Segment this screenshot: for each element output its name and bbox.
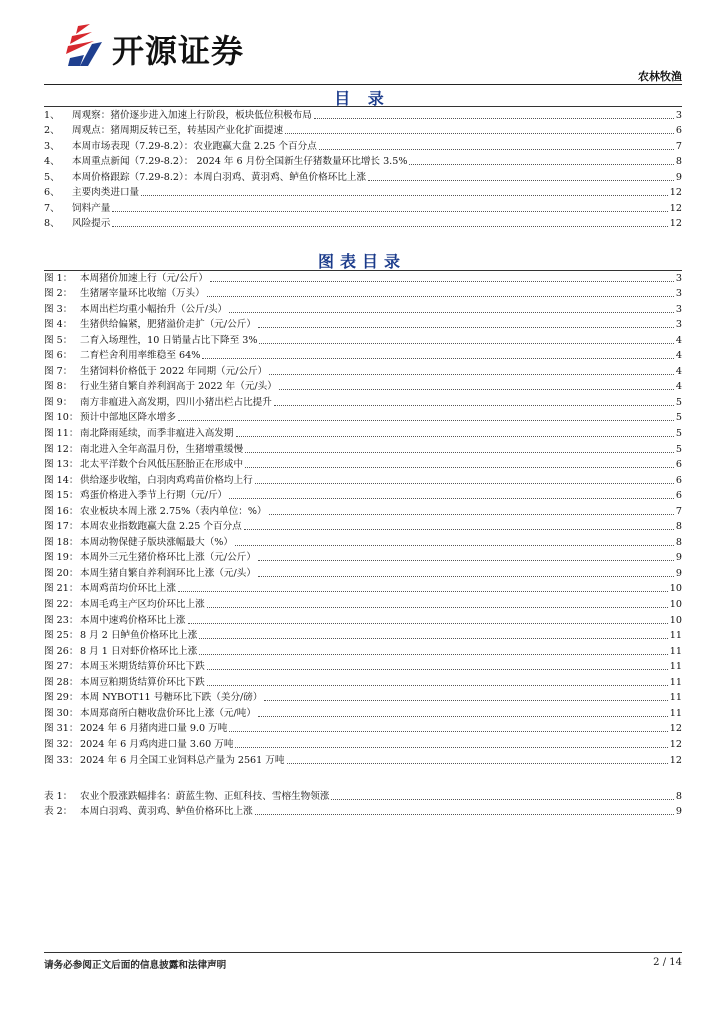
entry-title: 周观察：猪价逐步进入加速上行阶段，板块低位积极布局 <box>72 109 312 121</box>
entry-number: 图 3： <box>44 303 73 315</box>
entry-page: 11 <box>669 630 682 642</box>
logo-text: 开源证券 <box>112 32 245 70</box>
entry-number: 1、 <box>44 109 60 121</box>
entry-title: 鸡蛋价格进入季节上行期（元/斤） <box>80 490 228 502</box>
entry-page: 9 <box>675 552 682 564</box>
figure-entry[interactable] <box>44 316 682 332</box>
entry-title: 本周中速鸡价格环比上涨 <box>80 614 186 626</box>
toc-entry[interactable] <box>44 215 682 231</box>
entry-page: 10 <box>669 583 682 595</box>
entry-title: 本周出栏均重小幅抬升（公斤/头） <box>80 303 228 315</box>
entry-number: 图 32： <box>44 738 79 750</box>
report-header <box>44 18 682 84</box>
dot-leader <box>207 607 668 608</box>
figure-entry[interactable] <box>44 502 682 518</box>
figure-entry[interactable] <box>44 362 682 378</box>
entry-title: 农业板块本周上涨 2.75%（表内单位：%） <box>80 505 267 517</box>
entry-number: 2、 <box>44 125 60 137</box>
figure-entry[interactable] <box>44 300 682 316</box>
entry-title: 南北降雨延续，而季非瘟进入高发期 <box>80 428 234 440</box>
figure-entry[interactable] <box>44 456 682 472</box>
dot-leader <box>236 436 674 437</box>
toc-title: 目 录 <box>334 89 390 108</box>
entry-page: 4 <box>675 381 682 393</box>
dot-leader <box>207 685 668 686</box>
entry-page: 7 <box>675 140 682 152</box>
entry-number: 图 16： <box>44 505 79 517</box>
dot-leader <box>269 514 674 515</box>
entry-page: 8 <box>675 790 682 802</box>
figure-entry[interactable] <box>44 409 682 425</box>
dot-leader <box>331 799 673 800</box>
entry-page: 11 <box>669 676 682 688</box>
entry-number: 图 12： <box>44 443 79 455</box>
entry-number: 图 28： <box>44 676 79 688</box>
entry-number: 图 18： <box>44 536 79 548</box>
header-divider <box>44 84 682 85</box>
figure-entry[interactable] <box>44 331 682 347</box>
figure-entry[interactable] <box>44 580 682 596</box>
figure-entry[interactable] <box>44 471 682 487</box>
dot-leader <box>285 133 674 134</box>
entry-page: 6 <box>675 459 682 471</box>
entry-title: 供给逐步收缩，白羽肉鸡鸡苗价格均上行 <box>80 474 253 486</box>
dot-leader <box>112 226 667 227</box>
dot-leader <box>409 164 673 165</box>
entry-number: 图 31： <box>44 723 79 735</box>
entry-number: 3、 <box>44 140 60 152</box>
entry-title: 本周豆粕期货结算价环比下跌 <box>80 676 205 688</box>
toc-entry[interactable] <box>44 199 682 215</box>
dot-leader <box>287 763 668 764</box>
entry-number: 图 19： <box>44 552 79 564</box>
entry-title: 周观点：猪周期反转已至，转基因产业化扩面提速 <box>72 125 284 137</box>
figure-entry[interactable] <box>44 549 682 565</box>
entry-number: 表 2： <box>44 806 73 818</box>
dot-leader <box>178 591 668 592</box>
dot-leader <box>199 638 667 639</box>
page-number: 2 / 14 <box>653 957 682 968</box>
entry-page: 5 <box>675 443 682 455</box>
dot-leader <box>244 529 674 530</box>
dot-leader <box>229 498 674 499</box>
entry-title: 本周农业指数跑赢大盘 2.25 个百分点 <box>80 521 242 533</box>
entry-title: 预计中部地区降水增多 <box>80 412 176 424</box>
entry-number: 图 27： <box>44 661 79 673</box>
entry-title: 主要肉类进口量 <box>72 187 140 199</box>
entry-title: 生猪供给偏紧，肥猪溢价走扩（元/公斤） <box>80 319 256 331</box>
entry-page: 9 <box>675 806 682 818</box>
entry-number: 图 7： <box>44 365 73 377</box>
footer-divider <box>44 952 682 953</box>
entry-number: 图 33： <box>44 754 79 766</box>
footer-disclaimer: 请务必参阅正文后面的信息披露和法律声明 <box>44 960 227 971</box>
entry-page: 6 <box>675 125 682 137</box>
entry-number: 4、 <box>44 156 60 168</box>
sector-label: 农林牧渔 <box>638 70 682 83</box>
entry-page: 8 <box>675 521 682 533</box>
figure-entry[interactable] <box>44 424 682 440</box>
entry-title: 北太平洋数个台风低压胚胎正在形成中 <box>80 459 244 471</box>
dot-leader <box>255 814 674 815</box>
entry-title: 本周玉米期货结算价环比下跌 <box>80 661 205 673</box>
entry-title: 南北进入全年高温月份，生猪增重缓慢 <box>80 443 244 455</box>
dot-leader <box>255 483 674 484</box>
figure-entry[interactable] <box>44 285 682 301</box>
entry-page: 5 <box>675 396 682 408</box>
toc-entry[interactable] <box>44 184 682 200</box>
table-list <box>44 787 682 818</box>
entry-title: 本周白羽鸡、黄羽鸡、鲈鱼价格环比上涨 <box>80 806 253 818</box>
entry-number: 图 6： <box>44 350 73 362</box>
figures-title: 图表目录 <box>317 252 406 271</box>
entry-number: 图 15： <box>44 490 79 502</box>
entry-page: 9 <box>675 567 682 579</box>
dot-leader <box>207 669 668 670</box>
dot-leader <box>229 312 674 313</box>
figure-entry[interactable] <box>44 751 682 767</box>
dot-leader <box>235 545 674 546</box>
toc-entry[interactable] <box>44 106 682 122</box>
figure-entry[interactable] <box>44 378 682 394</box>
entry-title: 本周市场表现（7.29-8.2）：农业跑赢大盘 2.25 个百分点 <box>72 140 317 152</box>
entry-number: 图 4： <box>44 319 73 331</box>
entry-page: 6 <box>675 490 682 502</box>
entry-title: 2024 年 6 月鸡肉进口量 3.60 万吨 <box>80 738 234 750</box>
entry-page: 10 <box>669 614 682 626</box>
dot-leader <box>258 576 674 577</box>
dot-leader <box>210 281 674 282</box>
entry-page: 11 <box>669 661 682 673</box>
figure-entry[interactable] <box>44 735 682 751</box>
entry-title: 生猪屠宰量环比收缩（万头） <box>80 288 205 300</box>
entry-page: 3 <box>675 288 682 300</box>
dot-leader <box>314 118 674 119</box>
entry-number: 图 29： <box>44 692 79 704</box>
entry-number: 图 5： <box>44 334 73 346</box>
entry-page: 3 <box>675 272 682 284</box>
entry-page: 3 <box>675 303 682 315</box>
figure-entry[interactable] <box>44 440 682 456</box>
entry-number: 图 23： <box>44 614 79 626</box>
dot-leader <box>279 389 674 390</box>
entry-title: 本周生猪自繁自养利润环比上涨（元/头） <box>80 567 256 579</box>
entry-page: 5 <box>675 412 682 424</box>
entry-number: 图 30： <box>44 707 79 719</box>
entry-number: 6、 <box>44 187 60 199</box>
dot-leader <box>188 623 668 624</box>
table-entry[interactable] <box>44 803 682 819</box>
entry-page: 12 <box>669 754 682 766</box>
dot-leader <box>245 452 674 453</box>
figure-entry[interactable] <box>44 533 682 549</box>
entry-page: 12 <box>669 738 682 750</box>
entry-title: 二育栏舍利用率维稳至 64% <box>80 350 201 362</box>
entry-title: 行业生猪自繁自养利润高于 2022 年（元/头） <box>80 381 277 393</box>
entry-number: 表 1： <box>44 790 73 802</box>
entry-page: 3 <box>675 319 682 331</box>
dot-leader <box>199 654 667 655</box>
entry-number: 图 25： <box>44 630 79 642</box>
entry-page: 7 <box>675 505 682 517</box>
entry-title: 饲料产量 <box>72 202 111 214</box>
entry-title: 农业个股涨跌幅排名：蔚蓝生物、正虹科技、雪榕生物领涨 <box>80 790 330 802</box>
entry-page: 12 <box>669 723 682 735</box>
figure-entry[interactable] <box>44 611 682 627</box>
entry-page: 4 <box>675 350 682 362</box>
entry-number: 图 26： <box>44 645 79 657</box>
entry-title: 本周外三元生猪价格环比上涨（元/公斤） <box>80 552 256 564</box>
entry-number: 图 20： <box>44 567 79 579</box>
toc-entry[interactable] <box>44 137 682 153</box>
toc-list <box>44 106 682 230</box>
dot-leader <box>178 420 674 421</box>
figure-entry[interactable] <box>44 704 682 720</box>
figure-entry[interactable] <box>44 347 682 363</box>
entry-number: 图 21： <box>44 583 79 595</box>
figure-list <box>44 269 682 767</box>
entry-page: 4 <box>675 334 682 346</box>
entry-number: 图 14： <box>44 474 79 486</box>
dot-leader <box>141 195 668 196</box>
entry-number: 图 17： <box>44 521 79 533</box>
figure-entry[interactable] <box>44 595 682 611</box>
entry-number: 图 10： <box>44 412 79 424</box>
figure-entry[interactable] <box>44 269 682 285</box>
entry-title: 本周动物保健子版块涨幅最大（%） <box>80 536 234 548</box>
figure-entry[interactable] <box>44 393 682 409</box>
toc-entry[interactable] <box>44 122 682 138</box>
dot-leader <box>202 358 674 359</box>
dot-leader <box>245 467 674 468</box>
dot-leader <box>258 716 668 717</box>
figure-entry[interactable] <box>44 642 682 658</box>
figure-entry[interactable] <box>44 720 682 736</box>
entry-number: 图 13： <box>44 459 79 471</box>
figure-entry[interactable] <box>44 627 682 643</box>
entry-title: 本周重点新闻（7.29-8.2）： 2024 年 6 月份全国新生仔猪数量环比增长 3.5% <box>72 156 408 168</box>
entry-page: 8 <box>675 536 682 548</box>
entry-number: 图 9： <box>44 396 73 408</box>
entry-page: 11 <box>669 707 682 719</box>
entry-title: 本周郑商所白糖收盘价环比上涨（元/吨） <box>80 707 256 719</box>
entry-page: 12 <box>669 202 682 214</box>
entry-page: 8 <box>675 156 682 168</box>
entry-number: 5、 <box>44 171 60 183</box>
entry-title: 本周 NYBOT11 号糖环比下跌（美分/磅） <box>80 692 263 704</box>
entry-title: 二育入场理性，10 日销量占比下降至 3% <box>80 334 258 346</box>
dot-leader <box>258 327 674 328</box>
entry-page: 9 <box>675 171 682 183</box>
entry-title: 8 月 2 日鲈鱼价格环比上涨 <box>80 630 198 642</box>
entry-number: 7、 <box>44 202 60 214</box>
entry-number: 图 11： <box>44 428 79 440</box>
entry-page: 11 <box>669 692 682 704</box>
entry-page: 4 <box>675 365 682 377</box>
entry-number: 图 8： <box>44 381 73 393</box>
table-entry[interactable] <box>44 787 682 803</box>
figure-entry[interactable] <box>44 564 682 580</box>
entry-page: 3 <box>675 109 682 121</box>
dot-leader <box>368 180 674 181</box>
figure-entry[interactable] <box>44 673 682 689</box>
kaiyuan-logo-icon <box>62 22 106 68</box>
dot-leader <box>112 211 667 212</box>
entry-title: 2024 年 6 月猪肉进口量 9.0 万吨 <box>80 723 228 735</box>
figure-entry[interactable] <box>44 689 682 705</box>
entry-page: 12 <box>669 218 682 230</box>
entry-page: 6 <box>675 474 682 486</box>
dot-leader <box>264 700 667 701</box>
figure-entry[interactable] <box>44 658 682 674</box>
dot-leader <box>259 343 673 344</box>
entry-title: 2024 年 6 月全国工业饲料总产量为 2561 万吨 <box>80 754 285 766</box>
entry-title: 本周价格跟踪（7.29-8.2）：本周白羽鸡、黄羽鸡、鲈鱼价格环比上涨 <box>72 171 367 183</box>
entry-title: 南方非瘟进入高发期，四川小猪出栏占比提升 <box>80 396 272 408</box>
entry-title: 8 月 1 日对虾价格环比上涨 <box>80 645 198 657</box>
entry-number: 图 2： <box>44 288 73 300</box>
entry-page: 10 <box>669 599 682 611</box>
dot-leader <box>235 747 667 748</box>
entry-title: 风险提示 <box>72 218 111 230</box>
entry-page: 11 <box>669 645 682 657</box>
entry-title: 生猪饲料价格低于 2022 年同期（元/公斤） <box>80 365 268 377</box>
entry-number: 8、 <box>44 218 60 230</box>
dot-leader <box>207 296 674 297</box>
dot-leader <box>269 374 674 375</box>
entry-page: 12 <box>669 187 682 199</box>
dot-leader <box>274 405 674 406</box>
figure-entry[interactable] <box>44 518 682 534</box>
entry-title: 本周鸡苗均价环比上涨 <box>80 583 176 595</box>
entry-page: 5 <box>675 428 682 440</box>
entry-title: 本周猪价加速上行（元/公斤） <box>80 272 208 284</box>
dot-leader <box>229 731 667 732</box>
figure-entry[interactable] <box>44 487 682 503</box>
dot-leader <box>319 149 674 150</box>
toc-entry[interactable] <box>44 153 682 169</box>
toc-entry[interactable] <box>44 168 682 184</box>
dot-leader <box>258 560 674 561</box>
entry-title: 本周毛鸡主产区均价环比上涨 <box>80 599 205 611</box>
entry-number: 图 1： <box>44 272 73 284</box>
entry-number: 图 22： <box>44 599 79 611</box>
